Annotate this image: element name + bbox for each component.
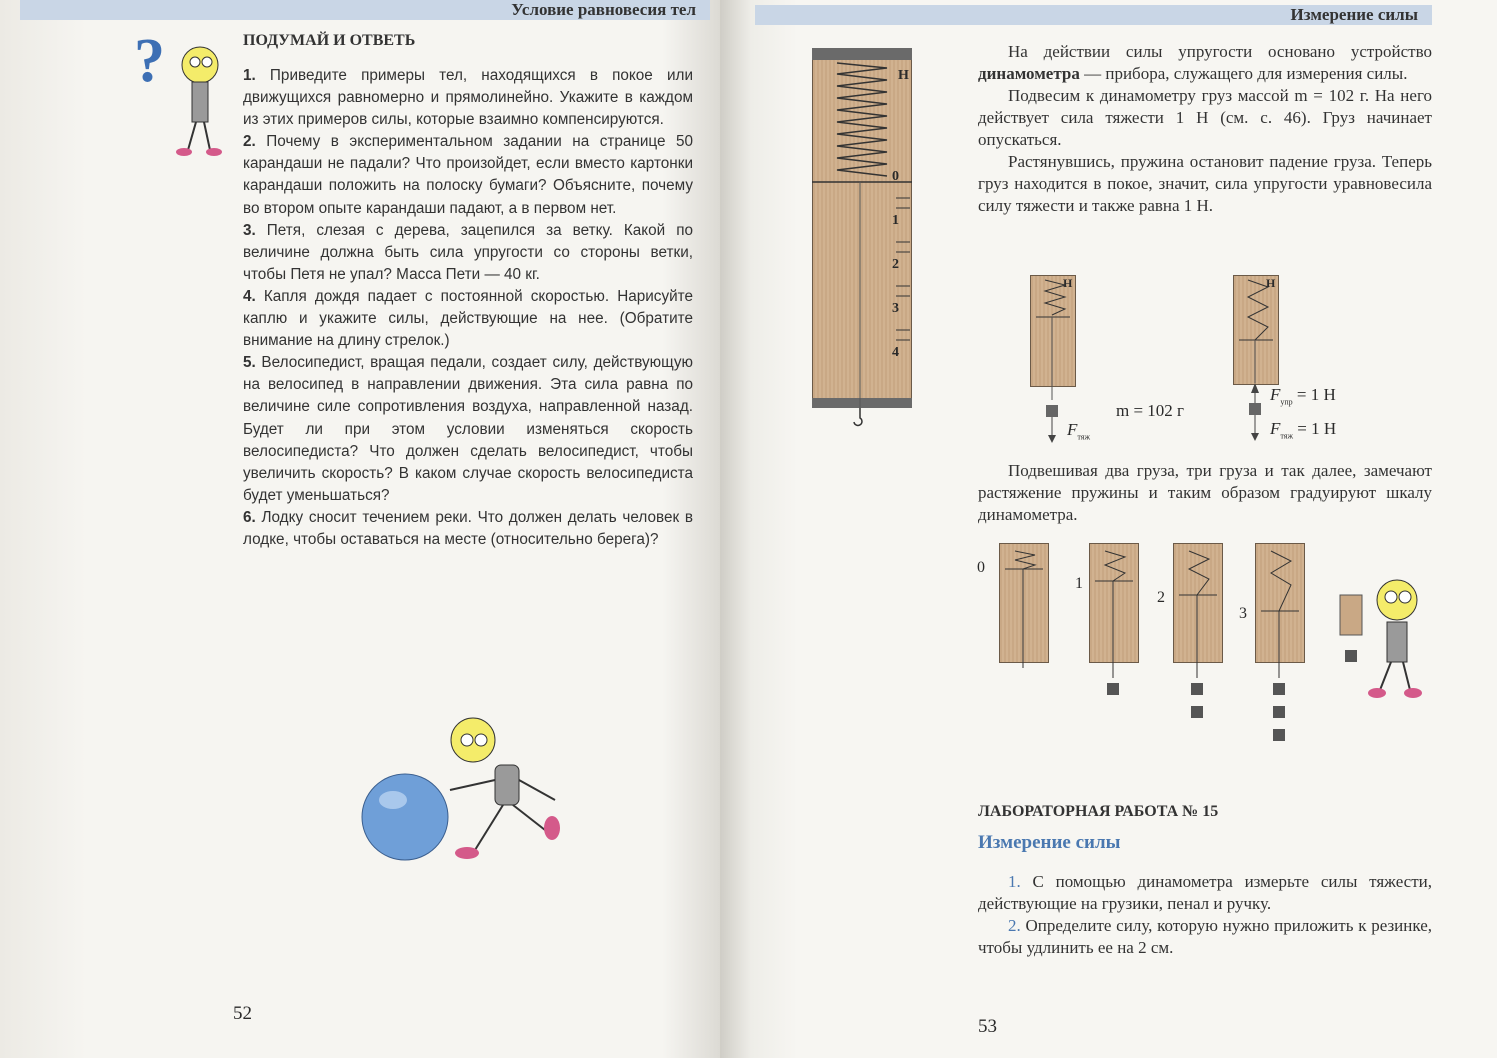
scale-label: 2 [892, 257, 899, 272]
item-number: 1. [1008, 872, 1021, 891]
weight-count-label: 0 [977, 559, 985, 576]
question-number: 3. [243, 221, 256, 239]
force-gravity-label [1067, 420, 1090, 441]
question-number: 2. [243, 133, 256, 151]
question-text: Велосипедист, вращая педали, создает силу, действующую на велосипед в направлении движения. Эта сила равна по величине силе сопротивления воздуха, направленной назад. Будет ли при этом условии изменяться скорость велосипедиста? Что должен сделать велосипедист, чтобы увеличить скорость? В каком случае скорость велосипедиста будет уменьшаться? [243, 354, 693, 504]
question-5 [243, 352, 693, 507]
question-4 [243, 286, 693, 352]
spring-icon [812, 48, 912, 428]
thinking-character-illustration [130, 27, 230, 160]
calibration-diagram [975, 543, 1315, 758]
weight-count-label: 1 [1075, 575, 1083, 592]
text: — прибора, служащего для измерения силы. [1079, 64, 1408, 83]
f-symbol: F [1270, 385, 1281, 404]
question-number: 1. [243, 67, 256, 84]
lab-subtitle: Измерение силы [978, 832, 1121, 853]
question-1 [243, 65, 693, 131]
mass-label: m = 102 г [1116, 401, 1185, 420]
unit-label: Н [1266, 276, 1276, 290]
question-text: Лодку сносит течением реки. Что должен делать человек в лодке, чтобы оставаться на месте (относительно берега)? [243, 508, 693, 548]
question-text: Капля дождя падает с постоянной скоростью. Нарисуйте каплю и укажите силы, действующие на нее. (Обратите внимание на длину стрелок.) [243, 287, 693, 350]
item-text: Определите силу, которую нужно приложить к резинке, чтобы удлинить ее на 2 см. [978, 916, 1432, 957]
paragraph [978, 41, 1432, 85]
force-gravity-label [1270, 419, 1336, 440]
force-diagram [1030, 275, 1430, 445]
paragraph: Подвесим к динамометру груз массой m = 102 г. На него действует сила тяжести 1 Н (см. с. 46). Груз начинает опускаться. [978, 86, 1432, 149]
character-with-dynamometer-illustration [1335, 575, 1435, 705]
character-with-ball-illustration [355, 710, 585, 870]
item-text: С помощью динамометра измерьте силы тяжести, действующие на грузики, пенал и ручку. [978, 872, 1432, 913]
question-number: 5. [243, 354, 256, 372]
subscript: тяж [1280, 431, 1293, 441]
question-text: Петя, слезая с дерева, зацепился за ветку. Какой по величине должна быть сила упругости со стороны ветки, чтобы Петя не упал? Масса Пети — 40 кг. [243, 221, 693, 283]
weight-count-label: 3 [1239, 605, 1247, 622]
paragraph: Растянувшись, пружина остановит падение груза. Теперь груз находится в покое, значит, сила упругости уравновесила силу тяжести и также равна 1 Н. [978, 152, 1432, 215]
question-6 [243, 507, 693, 551]
scale-label: 1 [892, 213, 899, 228]
question-3 [243, 220, 693, 286]
lab-item-2 [978, 915, 1432, 959]
lab-items [978, 871, 1432, 959]
f-symbol: F [1270, 419, 1281, 438]
lab-title: ЛАБОРАТОРНАЯ РАБОТА № 15 [978, 803, 1219, 820]
item-number: 2. [1008, 916, 1021, 935]
question-2 [243, 131, 693, 219]
lab-item-1 [978, 871, 1432, 915]
question-text: Приведите примеры тел, находящихся в покое или движущихся равномерно и прямолинейно. Укажите в каждом из этих примеров силы, которые взаимно компенсируются. [243, 67, 693, 129]
springs-and-weights-icon [975, 543, 1315, 758]
question-number: 4. [243, 287, 256, 305]
force-value: = 1 Н [1296, 385, 1336, 404]
lightbulb-character-icon [150, 40, 230, 160]
text: На действии силы упругости основано устройство [1008, 42, 1432, 61]
scale-label: 3 [892, 301, 899, 316]
question-text: Почему в экспериментальном задании на странице 50 карандаши не падали? Что произойдет, если вместо картонки карандаши положить на полоску бумаги? Объясните, почему во втором опыте карандаши падают, а в первом нет. [243, 133, 693, 217]
question-number: 6. [243, 508, 256, 526]
page-number-right: 53 [978, 1016, 997, 1037]
section-title: ПОДУМАЙ И ОТВЕТЬ [243, 32, 416, 49]
questions-list [243, 65, 693, 551]
unit-label: Н [898, 68, 909, 83]
scale-label: 0 [892, 169, 899, 184]
intro-text [978, 41, 1432, 217]
scale-label: 4 [892, 345, 899, 360]
paragraph: Подвешивая два груза, три груза и так далее, замечают растяжение пружины и таким образом градуируют шкалу динамометра. [978, 461, 1432, 524]
force-elastic-label [1270, 385, 1336, 406]
unit-label: Н [1063, 276, 1073, 290]
weight-count-label: 2 [1157, 589, 1165, 606]
question-mark-icon: ? [134, 27, 165, 95]
page-number-left: 52 [233, 1003, 252, 1024]
term-bold: динамометра [978, 64, 1080, 83]
page-header-right: Измерение силы [755, 5, 1432, 25]
force-value: = 1 Н [1297, 419, 1337, 438]
subscript: упр [1280, 397, 1293, 407]
dynamometer-illustration [812, 48, 912, 408]
page-header-left: Условие равновесия тел [20, 0, 710, 20]
subscript: тяж [1077, 432, 1090, 442]
calibration-text [978, 460, 1432, 526]
f-symbol: F [1067, 420, 1078, 439]
